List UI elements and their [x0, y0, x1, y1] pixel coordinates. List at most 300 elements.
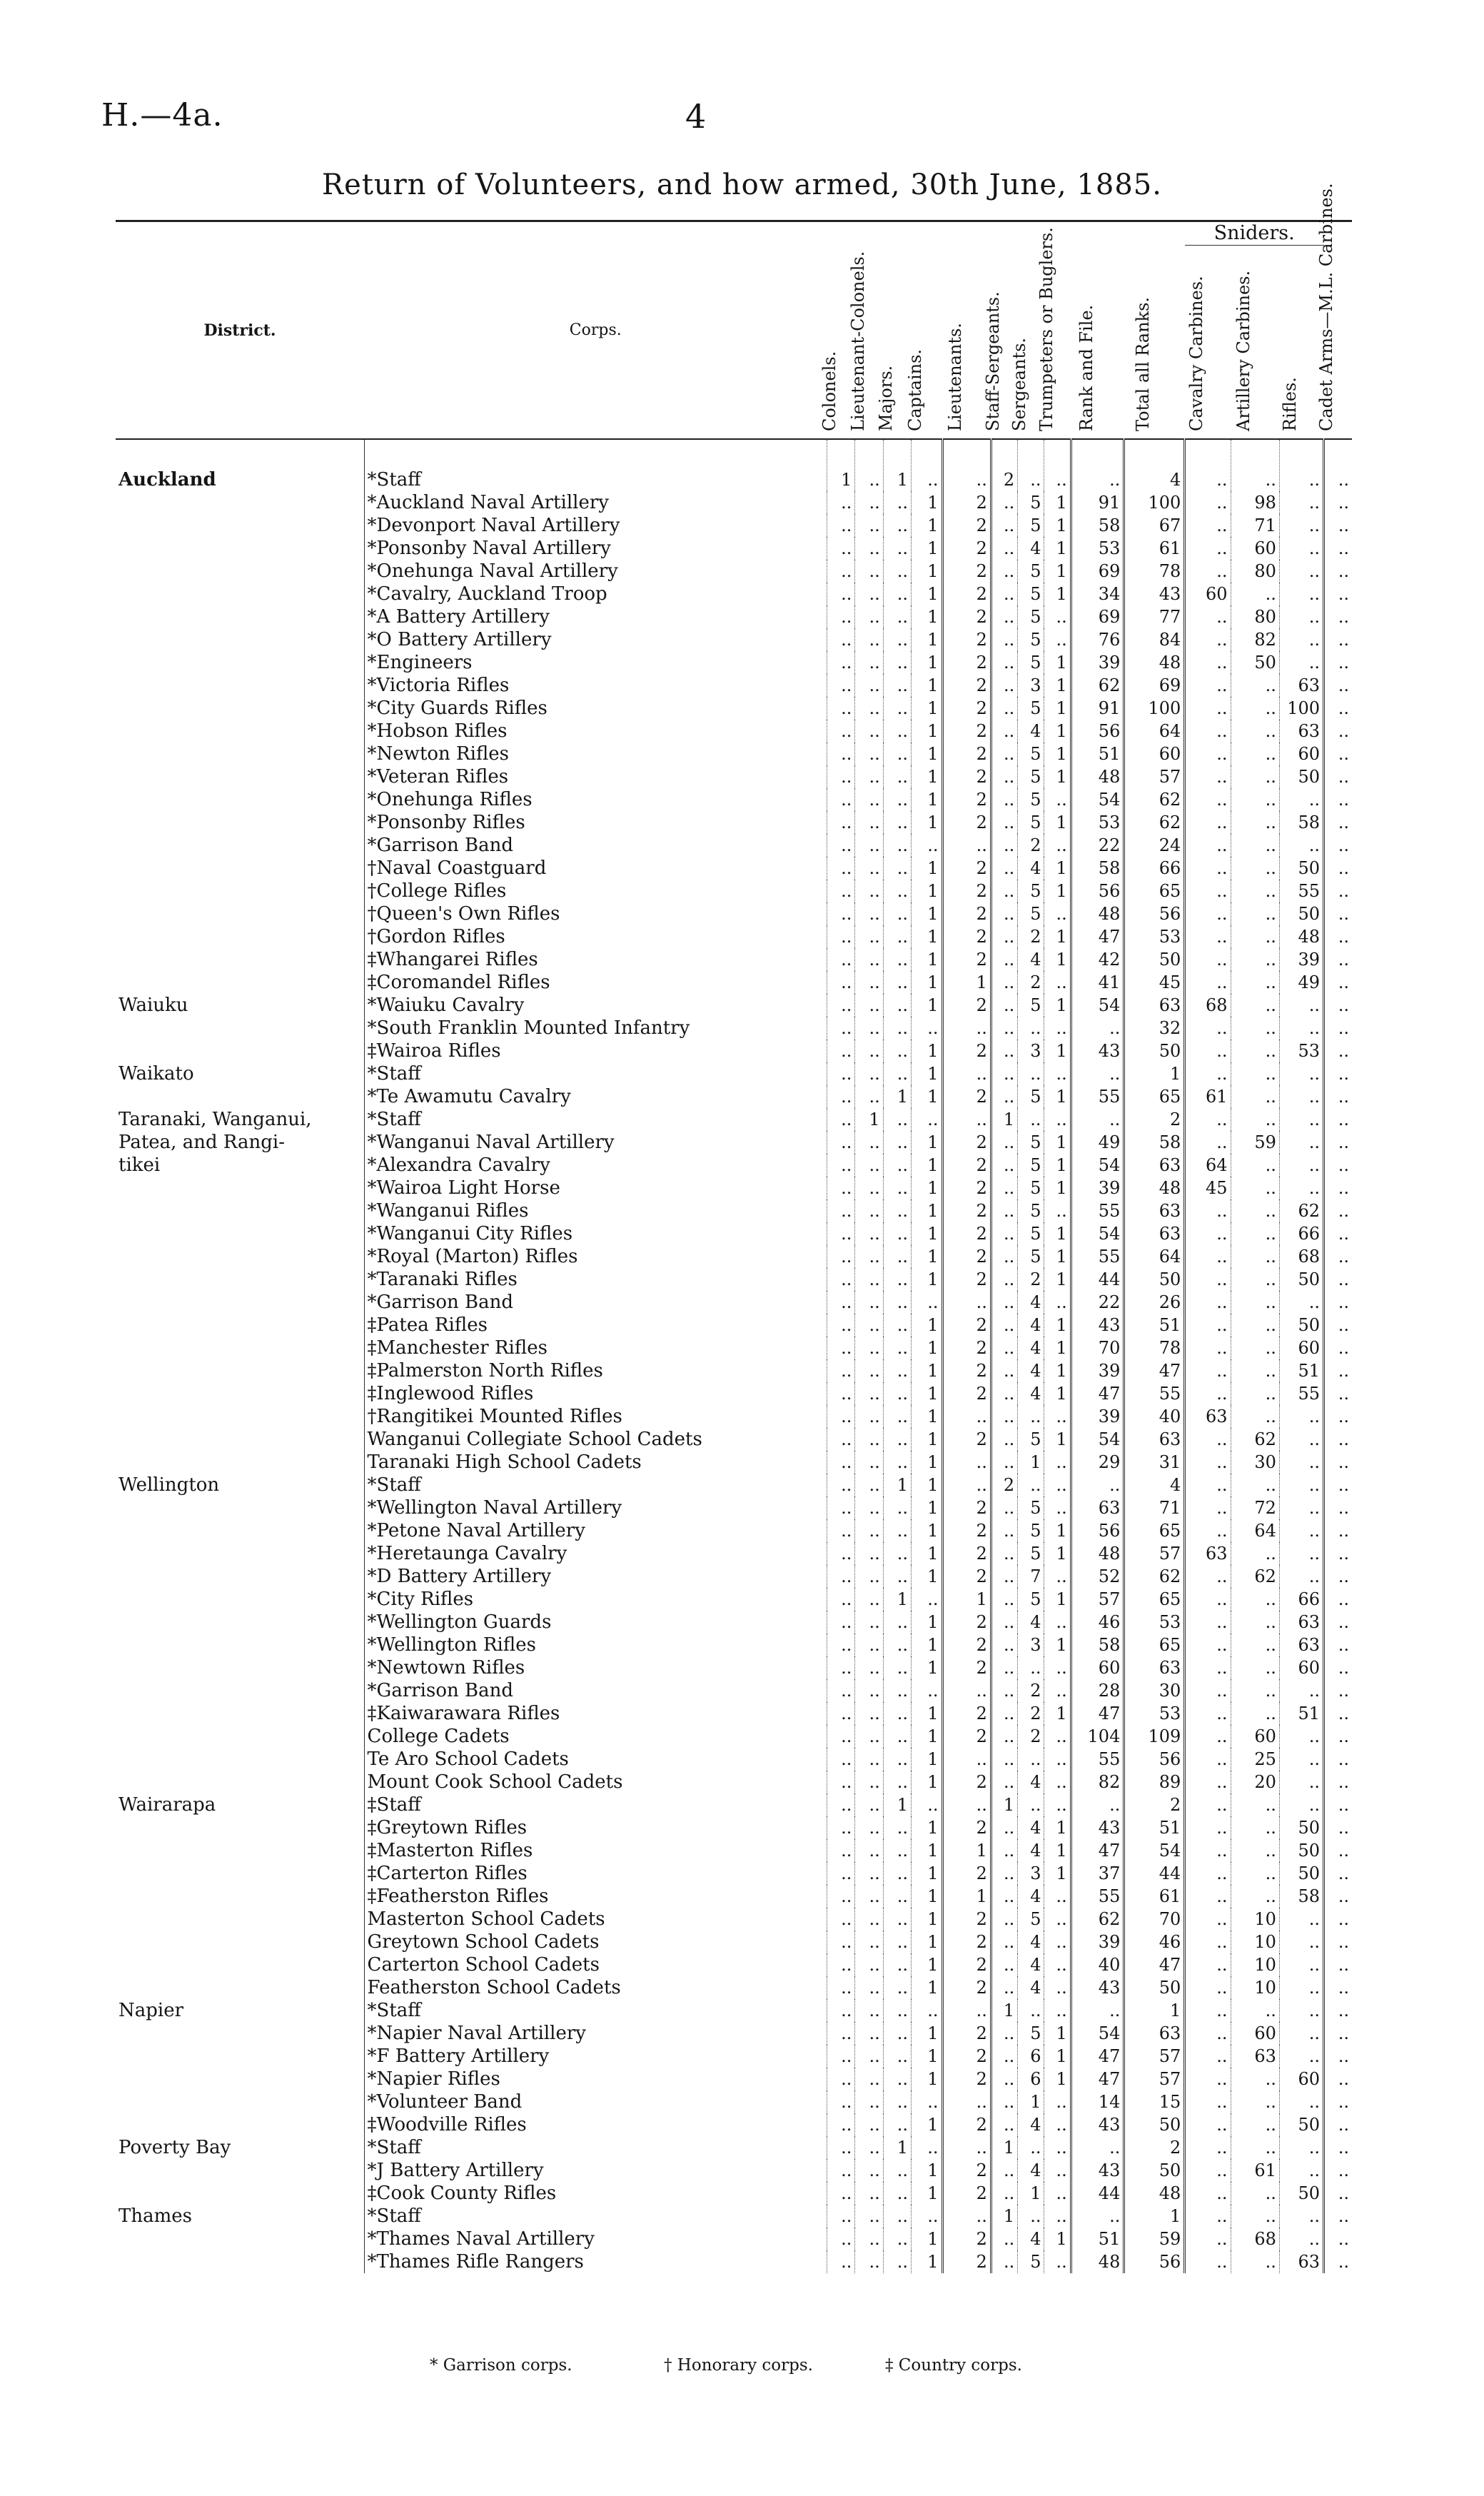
- table-row: [116, 1634, 1352, 1656]
- value-cell: 39: [1071, 1359, 1124, 1382]
- value-cell: ..: [1279, 1474, 1323, 1496]
- value-cell: ..: [855, 1634, 883, 1656]
- value-cell: ..: [1185, 1839, 1231, 1862]
- value-cell: ..: [1279, 1428, 1323, 1451]
- value-cell: ..: [1231, 880, 1279, 902]
- table-row: [116, 1885, 1352, 1908]
- value-cell: ..: [1185, 1771, 1231, 1793]
- value-cell: 63: [1124, 994, 1185, 1017]
- value-cell: ..: [1279, 1999, 1323, 2022]
- value-cell: ..: [1279, 651, 1323, 674]
- value-cell: ..: [942, 2205, 991, 2228]
- value-cell: ..: [827, 1519, 854, 1542]
- value-cell: 41: [1071, 971, 1124, 994]
- value-cell: ..: [991, 1611, 1017, 1634]
- value-cell: ..: [1231, 2113, 1279, 2136]
- table-row: [116, 1519, 1352, 1542]
- value-cell: 63: [1124, 1428, 1185, 1451]
- value-cell: ..: [1071, 1999, 1124, 2022]
- value-cell: ..: [991, 1337, 1017, 1359]
- corps-cell: *Wanganui Rifles: [364, 1199, 827, 1222]
- value-cell: 5: [1018, 1222, 1044, 1245]
- corps-cell: Carterton School Cadets: [364, 1953, 827, 1976]
- value-cell: 82: [1231, 628, 1279, 651]
- value-cell: ..: [1185, 811, 1231, 834]
- value-cell: ..: [1018, 439, 1044, 491]
- corps-cell: *Wanganui City Rifles: [364, 1222, 827, 1245]
- value-cell: 5: [1018, 2022, 1044, 2045]
- corps-cell: *Staff: [364, 1108, 827, 1131]
- value-cell: ..: [855, 2228, 883, 2250]
- value-cell: ..: [991, 880, 1017, 902]
- value-cell: ..: [991, 1771, 1017, 1793]
- value-cell: ..: [1071, 1062, 1124, 1085]
- value-cell: 55: [1071, 1245, 1124, 1268]
- value-cell: ..: [1324, 1999, 1352, 2022]
- value-cell: 1: [912, 1885, 943, 1908]
- value-cell: ..: [942, 1999, 991, 2022]
- value-cell: 2: [942, 2159, 991, 2182]
- value-cell: 100: [1124, 697, 1185, 720]
- value-cell: ..: [883, 1496, 911, 1519]
- value-cell: ..: [1279, 2205, 1323, 2228]
- table-row: [116, 2022, 1352, 2045]
- value-cell: 62: [1124, 788, 1185, 811]
- district-cell: [116, 1428, 364, 1451]
- value-cell: ..: [1231, 1291, 1279, 1314]
- value-cell: ..: [855, 1474, 883, 1496]
- value-cell: 5: [1018, 560, 1044, 583]
- value-cell: 2: [942, 1634, 991, 1656]
- value-cell: 1: [912, 1542, 943, 1565]
- value-cell: ..: [1324, 1428, 1352, 1451]
- value-cell: ..: [883, 1451, 911, 1474]
- value-cell: 1: [912, 2113, 943, 2136]
- value-cell: 32: [1124, 1017, 1185, 1040]
- value-cell: 100: [1279, 697, 1323, 720]
- corps-cell: *Veteran Rifles: [364, 765, 827, 788]
- value-cell: 60: [1279, 1337, 1323, 1359]
- district-cell: [116, 1771, 364, 1793]
- value-cell: ..: [883, 2205, 911, 2228]
- district-cell: [116, 857, 364, 880]
- value-cell: ..: [1185, 1588, 1231, 1611]
- value-cell: ..: [1279, 2136, 1323, 2159]
- value-cell: ..: [1324, 1519, 1352, 1542]
- value-cell: ..: [1231, 1382, 1279, 1405]
- value-cell: 3: [1018, 674, 1044, 697]
- value-cell: 1: [1124, 2205, 1185, 2228]
- value-cell: ..: [991, 1062, 1017, 1085]
- value-cell: 1: [912, 1451, 943, 1474]
- value-cell: ..: [1185, 2159, 1231, 2182]
- value-cell: 60: [1231, 2022, 1279, 2045]
- value-cell: 55: [1124, 1382, 1185, 1405]
- value-cell: ..: [991, 834, 1017, 857]
- corps-cell: *City Guards Rifles: [364, 697, 827, 720]
- value-cell: 50: [1124, 2159, 1185, 2182]
- corps-cell: *Thames Naval Artillery: [364, 2228, 827, 2250]
- value-cell: 80: [1231, 560, 1279, 583]
- value-cell: ..: [855, 1999, 883, 2022]
- table-row: [116, 537, 1352, 560]
- value-cell: ..: [855, 1793, 883, 1816]
- value-cell: ..: [1324, 1474, 1352, 1496]
- value-cell: 40: [1124, 1405, 1185, 1428]
- value-cell: ..: [912, 439, 943, 491]
- value-cell: ..: [855, 1656, 883, 1679]
- value-cell: ..: [1185, 902, 1231, 925]
- value-cell: 47: [1124, 1953, 1185, 1976]
- value-cell: 1: [912, 2250, 943, 2273]
- district-cell: [116, 1885, 364, 1908]
- value-cell: 50: [1279, 857, 1323, 880]
- value-cell: ..: [1185, 514, 1231, 537]
- value-cell: ..: [991, 1931, 1017, 1953]
- value-cell: ..: [1018, 1793, 1044, 1816]
- value-cell: 1: [912, 994, 943, 1017]
- value-cell: 7: [1018, 1565, 1044, 1588]
- value-cell: ..: [1044, 1679, 1071, 1702]
- value-cell: ..: [855, 1085, 883, 1108]
- value-cell: ..: [1324, 765, 1352, 788]
- value-cell: ..: [883, 1131, 911, 1154]
- table-row: [116, 1154, 1352, 1177]
- value-cell: 1: [912, 2022, 943, 2045]
- header-artillery-carbines: Artillery Carbines.: [1231, 246, 1279, 440]
- value-cell: ..: [1324, 2182, 1352, 2205]
- value-cell: 3: [1018, 1634, 1044, 1656]
- table-row: [116, 834, 1352, 857]
- value-cell: ..: [912, 1999, 943, 2022]
- corps-cell: †College Rifles: [364, 880, 827, 902]
- value-cell: 1: [1044, 491, 1071, 514]
- value-cell: ..: [1279, 1017, 1323, 1040]
- corps-cell: Mount Cook School Cadets: [364, 1771, 827, 1793]
- value-cell: ..: [1279, 1679, 1323, 1702]
- value-cell: 50: [1279, 902, 1323, 925]
- value-cell: ..: [883, 2068, 911, 2090]
- district-cell: [116, 902, 364, 925]
- value-cell: ..: [1018, 1748, 1044, 1771]
- value-cell: ..: [1231, 1885, 1279, 1908]
- value-cell: ..: [1231, 1999, 1279, 2022]
- value-cell: ..: [1231, 1793, 1279, 1816]
- value-cell: ..: [827, 651, 854, 674]
- value-cell: 1: [912, 971, 943, 994]
- value-cell: ..: [1231, 1862, 1279, 1885]
- value-cell: 62: [1231, 1428, 1279, 1451]
- value-cell: 50: [1124, 2113, 1185, 2136]
- value-cell: ..: [1071, 2136, 1124, 2159]
- value-cell: 37: [1071, 1862, 1124, 1885]
- value-cell: ..: [827, 514, 854, 537]
- corps-cell: ‡Manchester Rifles: [364, 1337, 827, 1359]
- value-cell: ..: [991, 1314, 1017, 1337]
- table-row: [116, 1565, 1352, 1588]
- value-cell: ..: [827, 788, 854, 811]
- value-cell: ..: [827, 1611, 854, 1634]
- value-cell: 100: [1124, 491, 1185, 514]
- value-cell: ..: [1185, 1017, 1231, 1040]
- value-cell: 5: [1018, 583, 1044, 605]
- value-cell: ..: [991, 857, 1017, 880]
- value-cell: ..: [827, 994, 854, 1017]
- value-cell: 1: [912, 2159, 943, 2182]
- value-cell: ..: [942, 1062, 991, 1085]
- value-cell: ..: [855, 491, 883, 514]
- value-cell: 2: [942, 1908, 991, 1931]
- value-cell: ..: [1279, 1062, 1323, 1085]
- value-cell: ..: [883, 583, 911, 605]
- value-cell: 1: [912, 948, 943, 971]
- value-cell: 4: [1018, 1885, 1044, 1908]
- table-row: [116, 1040, 1352, 1062]
- corps-cell: *Staff: [364, 1474, 827, 1496]
- value-cell: ..: [883, 2159, 911, 2182]
- value-cell: ..: [1018, 1656, 1044, 1679]
- value-cell: ..: [883, 1017, 911, 1040]
- value-cell: 43: [1124, 583, 1185, 605]
- value-cell: ..: [991, 1976, 1017, 1999]
- value-cell: 53: [1279, 1040, 1323, 1062]
- value-cell: ..: [1324, 1496, 1352, 1519]
- value-cell: ..: [912, 1108, 943, 1131]
- value-cell: 1: [1044, 925, 1071, 948]
- value-cell: 47: [1071, 1839, 1124, 1862]
- value-cell: 2: [942, 1542, 991, 1565]
- value-cell: 2: [942, 1702, 991, 1725]
- district-cell: [116, 1953, 364, 1976]
- corps-cell: †Gordon Rifles: [364, 925, 827, 948]
- value-cell: 5: [1018, 1199, 1044, 1222]
- value-cell: ..: [1185, 1496, 1231, 1519]
- value-cell: ..: [1324, 948, 1352, 971]
- value-cell: ..: [827, 1908, 854, 1931]
- value-cell: 47: [1071, 1702, 1124, 1725]
- value-cell: ..: [1324, 514, 1352, 537]
- value-cell: ..: [883, 1839, 911, 1862]
- value-cell: 77: [1124, 605, 1185, 628]
- value-cell: ..: [855, 1062, 883, 1085]
- value-cell: ..: [1185, 1793, 1231, 1816]
- corps-cell: *City Rifles: [364, 1588, 827, 1611]
- value-cell: ..: [942, 2136, 991, 2159]
- value-cell: 64: [1124, 1245, 1185, 1268]
- header-sergeants: Sergeants.: [1018, 221, 1044, 440]
- value-cell: ..: [855, 1908, 883, 1931]
- header-rifles: Rifles.: [1279, 246, 1323, 440]
- value-cell: 2: [942, 628, 991, 651]
- value-cell: 10: [1231, 1953, 1279, 1976]
- value-cell: 1: [1044, 537, 1071, 560]
- table-row: [116, 788, 1352, 811]
- value-cell: ..: [1324, 1862, 1352, 1885]
- value-cell: ..: [883, 1108, 911, 1131]
- value-cell: ..: [1044, 1748, 1071, 1771]
- value-cell: 1: [912, 1862, 943, 1885]
- table-row: [116, 1976, 1352, 1999]
- value-cell: 2: [942, 720, 991, 743]
- value-cell: 58: [1124, 1131, 1185, 1154]
- value-cell: 48: [1071, 902, 1124, 925]
- value-cell: 1: [1044, 1085, 1071, 1108]
- value-cell: 1: [1044, 1839, 1071, 1862]
- value-cell: ..: [855, 1771, 883, 1793]
- value-cell: ..: [855, 2068, 883, 2090]
- value-cell: 2: [1124, 2136, 1185, 2159]
- value-cell: 2: [1124, 1793, 1185, 1816]
- corps-cell: ‡Masterton Rifles: [364, 1839, 827, 1862]
- value-cell: 1: [912, 1474, 943, 1496]
- corps-cell: *South Franklin Mounted Infantry: [364, 1017, 827, 1040]
- district-cell: [116, 1862, 364, 1885]
- value-cell: ..: [1324, 674, 1352, 697]
- corps-cell: *D Battery Artillery: [364, 1565, 827, 1588]
- value-cell: ..: [855, 880, 883, 902]
- value-cell: ..: [827, 2250, 854, 2273]
- district-cell: [116, 1222, 364, 1245]
- value-cell: 4: [1018, 1337, 1044, 1359]
- value-cell: 62: [1071, 1908, 1124, 1931]
- value-cell: ..: [1018, 2136, 1044, 2159]
- district-cell: Taranaki, Wanganui,: [118, 1109, 312, 1130]
- value-cell: ..: [883, 1382, 911, 1405]
- table-row: [116, 743, 1352, 765]
- table-row: [116, 1451, 1352, 1474]
- value-cell: ..: [1324, 880, 1352, 902]
- value-cell: 1: [942, 1588, 991, 1611]
- table-row: [116, 1588, 1352, 1611]
- value-cell: ..: [1185, 743, 1231, 765]
- value-cell: 1: [912, 2182, 943, 2205]
- value-cell: ..: [883, 628, 911, 651]
- value-cell: ..: [991, 697, 1017, 720]
- value-cell: ..: [1324, 439, 1352, 491]
- value-cell: ..: [1185, 1885, 1231, 1908]
- value-cell: ..: [991, 1451, 1017, 1474]
- value-cell: 70: [1071, 1337, 1124, 1359]
- table-row: [116, 1131, 1352, 1154]
- value-cell: 89: [1124, 1771, 1185, 1793]
- value-cell: ..: [827, 1451, 854, 1474]
- value-cell: ..: [1185, 674, 1231, 697]
- value-cell: 1: [912, 491, 943, 514]
- table-row: [116, 1496, 1352, 1519]
- value-cell: 2: [942, 902, 991, 925]
- value-cell: 68: [1185, 994, 1231, 1017]
- value-cell: ..: [1185, 605, 1231, 628]
- value-cell: ..: [991, 1131, 1017, 1154]
- value-cell: ..: [991, 1405, 1017, 1428]
- value-cell: ..: [883, 2228, 911, 2250]
- value-cell: ..: [991, 1017, 1017, 1040]
- table-row: [116, 994, 1352, 1017]
- value-cell: ..: [827, 1154, 854, 1177]
- value-cell: ..: [1185, 2045, 1231, 2068]
- value-cell: ..: [1231, 1154, 1279, 1177]
- value-cell: ..: [1324, 2205, 1352, 2228]
- value-cell: ..: [855, 1725, 883, 1748]
- value-cell: 2: [1018, 1702, 1044, 1725]
- value-cell: 20: [1231, 1771, 1279, 1793]
- value-cell: ..: [991, 2090, 1017, 2113]
- value-cell: ..: [827, 628, 854, 651]
- value-cell: 2: [942, 1154, 991, 1177]
- value-cell: ..: [855, 1611, 883, 1634]
- value-cell: ..: [855, 1496, 883, 1519]
- value-cell: ..: [1324, 1062, 1352, 1085]
- value-cell: ..: [942, 1451, 991, 1474]
- value-cell: ..: [912, 1793, 943, 1816]
- value-cell: 82: [1071, 1771, 1124, 1793]
- value-cell: ..: [855, 994, 883, 1017]
- value-cell: ..: [1324, 811, 1352, 834]
- value-cell: 2: [1018, 1725, 1044, 1748]
- corps-cell: *A Battery Artillery: [364, 605, 827, 628]
- value-cell: 54: [1071, 1222, 1124, 1245]
- value-cell: ..: [855, 925, 883, 948]
- value-cell: 1: [1044, 1634, 1071, 1656]
- corps-cell: ‡Patea Rifles: [364, 1314, 827, 1337]
- value-cell: ..: [1279, 605, 1323, 628]
- district-cell: [116, 2113, 364, 2136]
- value-cell: ..: [883, 1725, 911, 1748]
- value-cell: ..: [1279, 1748, 1323, 1771]
- value-cell: ..: [1044, 605, 1071, 628]
- value-cell: ..: [991, 2068, 1017, 2090]
- value-cell: ..: [827, 1131, 854, 1154]
- value-cell: 43: [1071, 1816, 1124, 1839]
- value-cell: 1: [1124, 1062, 1185, 1085]
- value-cell: 1: [912, 1154, 943, 1177]
- district-cell: Patea, and Rangi-: [118, 1132, 286, 1153]
- value-cell: 50: [1124, 1040, 1185, 1062]
- value-cell: ..: [1231, 1839, 1279, 1862]
- value-cell: ..: [1018, 1474, 1044, 1496]
- value-cell: 44: [1071, 2182, 1124, 2205]
- value-cell: ..: [855, 1839, 883, 1862]
- table-row: [116, 1405, 1352, 1428]
- value-cell: ..: [855, 765, 883, 788]
- value-cell: ..: [855, 1359, 883, 1382]
- value-cell: 1: [1044, 994, 1071, 1017]
- value-cell: 71: [1231, 514, 1279, 537]
- value-cell: 44: [1071, 1268, 1124, 1291]
- table-row: [116, 880, 1352, 902]
- value-cell: ..: [1279, 1953, 1323, 1976]
- value-cell: ..: [1231, 1634, 1279, 1656]
- corps-cell: *Victoria Rifles: [364, 674, 827, 697]
- value-cell: 46: [1071, 1611, 1124, 1634]
- value-cell: ..: [912, 1679, 943, 1702]
- value-cell: 50: [1279, 1268, 1323, 1291]
- district-cell: [116, 491, 364, 514]
- value-cell: ..: [883, 1816, 911, 1839]
- value-cell: 56: [1124, 1748, 1185, 1771]
- value-cell: ..: [991, 1199, 1017, 1222]
- value-cell: 2: [942, 560, 991, 583]
- value-cell: ..: [1185, 1199, 1231, 1222]
- value-cell: 2: [942, 2250, 991, 2273]
- value-cell: ..: [855, 583, 883, 605]
- corps-cell: *Newton Rifles: [364, 743, 827, 765]
- value-cell: 4: [1018, 720, 1044, 743]
- value-cell: ..: [827, 560, 854, 583]
- footnote-garrison: * Garrison corps.: [430, 2356, 572, 2375]
- district-cell: [116, 1085, 364, 1108]
- value-cell: 5: [1018, 697, 1044, 720]
